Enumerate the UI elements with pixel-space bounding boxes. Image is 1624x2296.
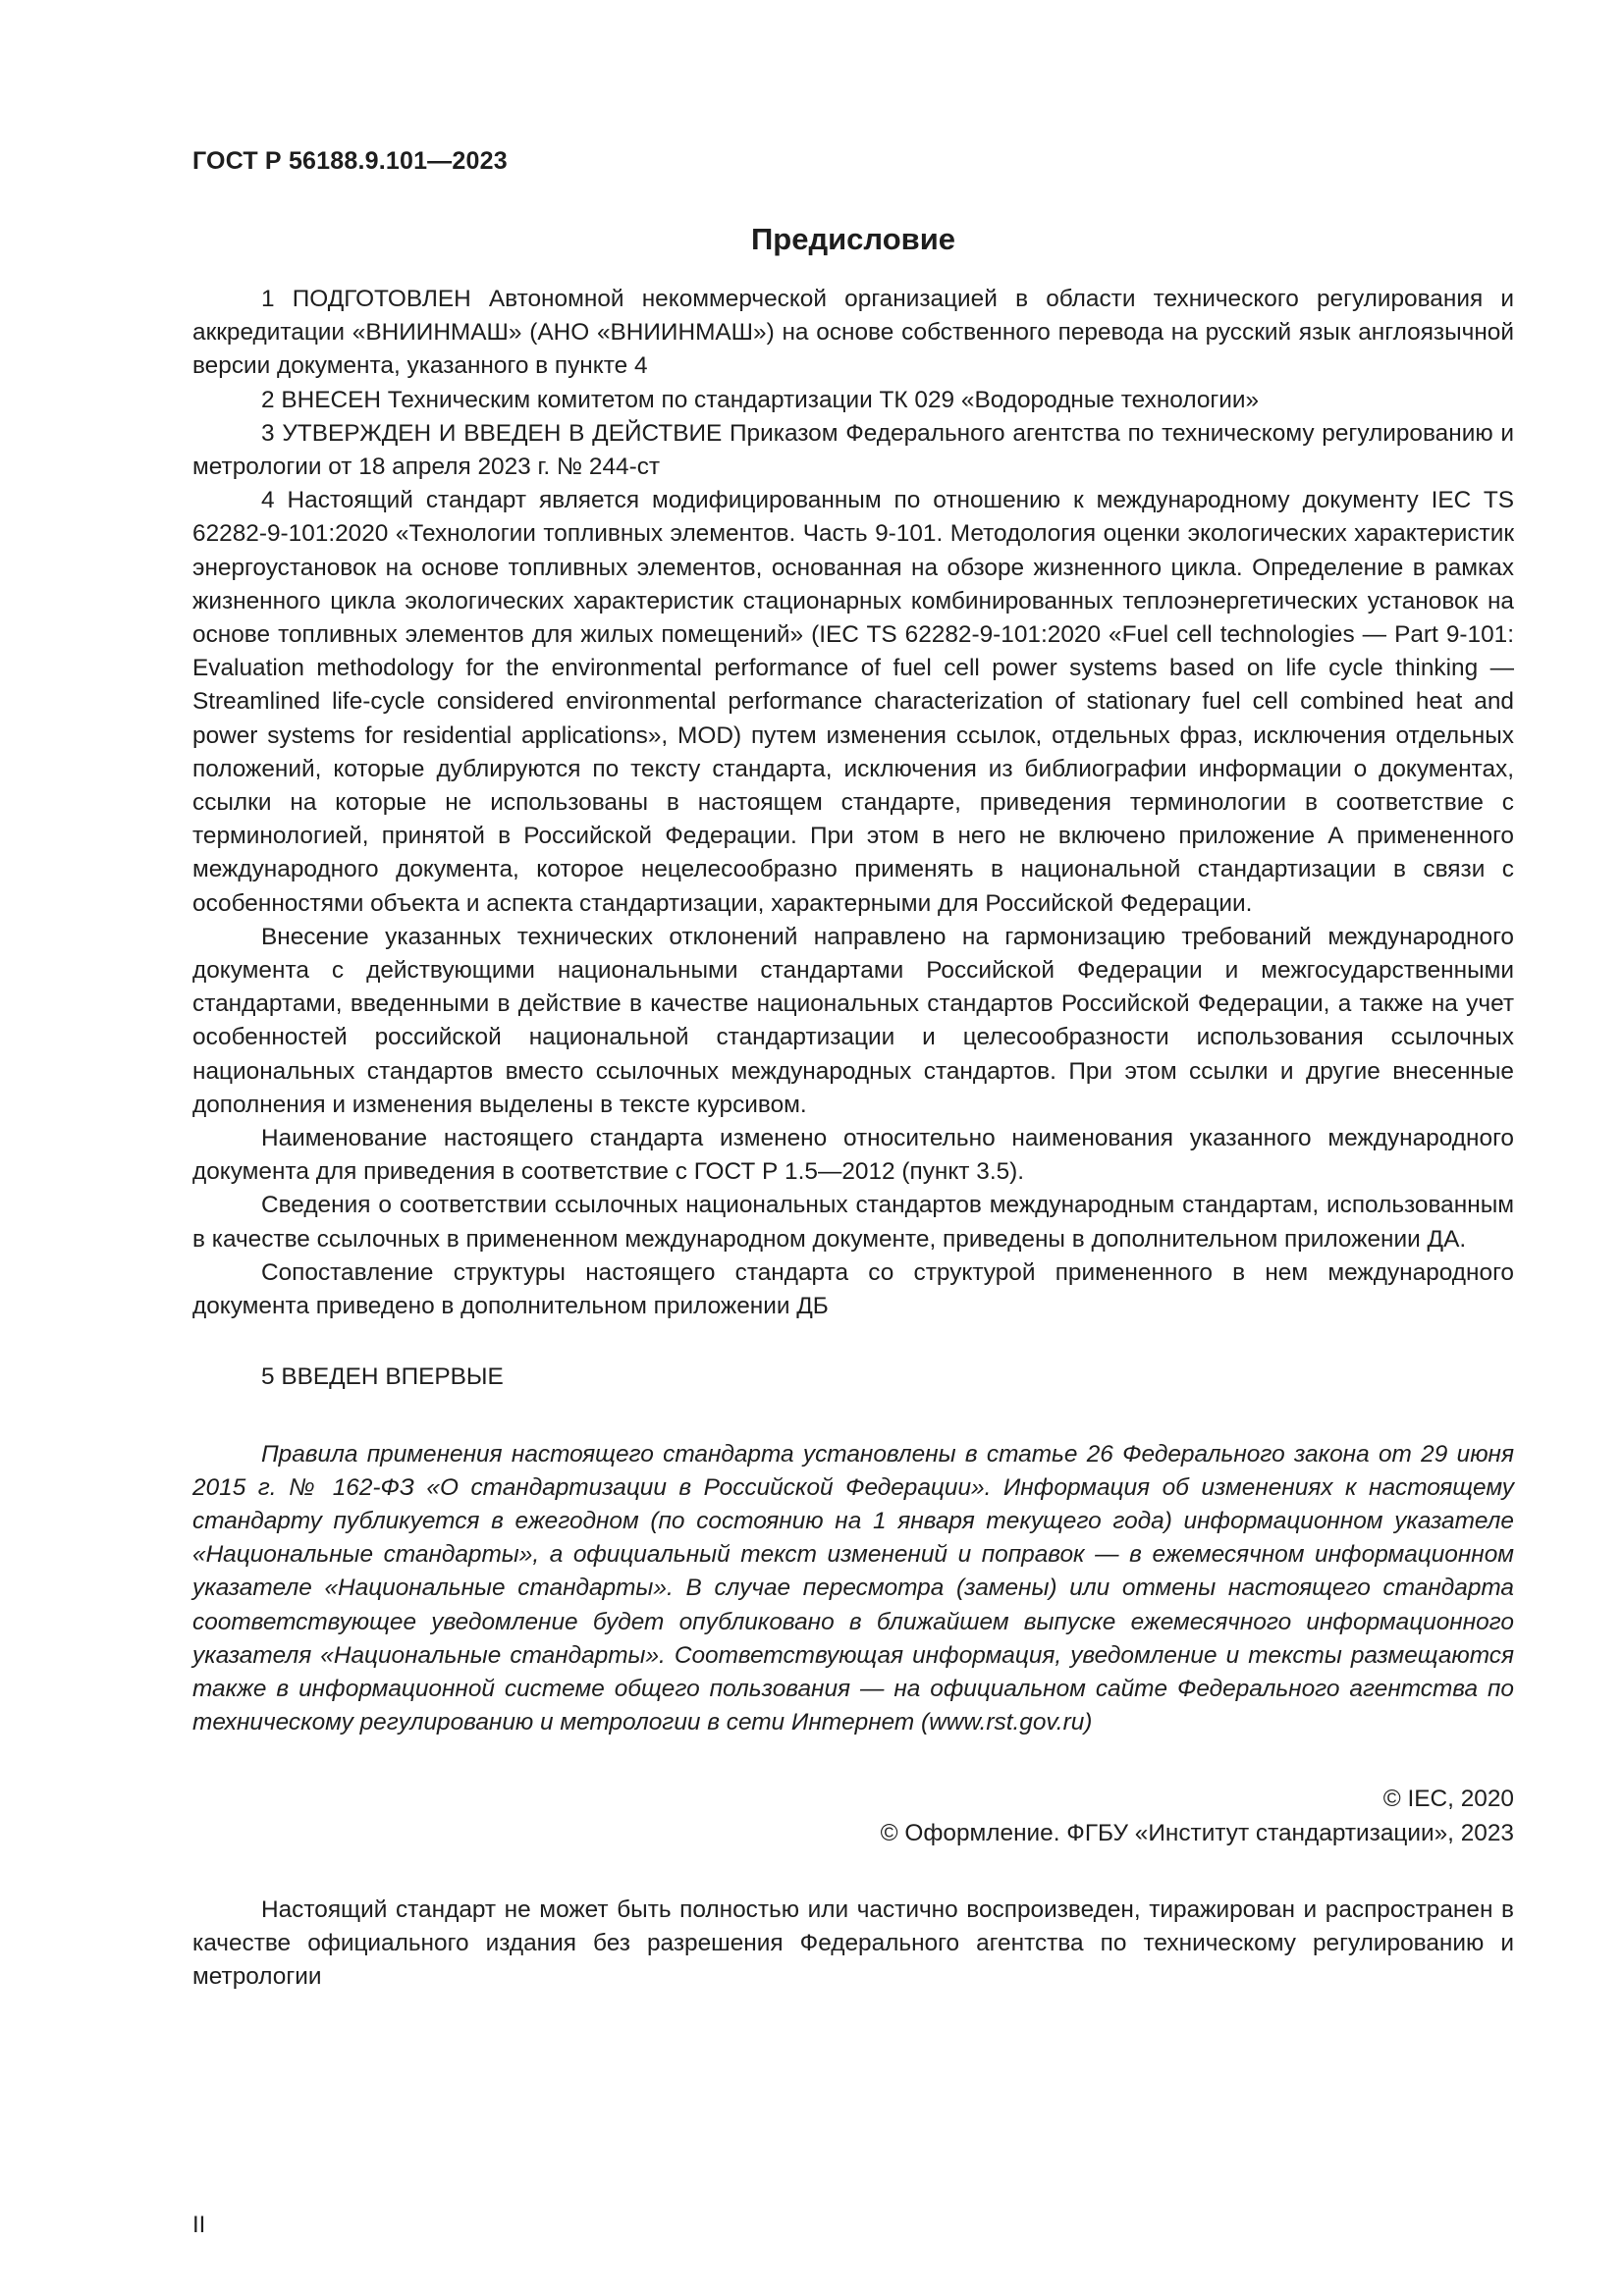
document-body xyxy=(192,283,1514,1994)
paragraph-submitted-by: 2 ВНЕСЕН Техническим комитетом по стандартизации ТК 029 «Водородные технологии» xyxy=(261,386,1260,413)
page-title: Предисловие xyxy=(750,222,955,256)
paragraph-first-introduced: 5 ВВЕДЕН ВПЕРВЫЕ xyxy=(261,1363,504,1391)
spacer xyxy=(192,1323,1514,1361)
spacer xyxy=(192,1850,1514,1894)
reproduction-notice: Настоящий стандарт не может быть полностью или частично воспроизведен, тиражирован и распространен в качестве официального издания без разрешения Федерального агентства по техническому регулированию и метрологии xyxy=(192,1896,1514,1991)
paragraph-deviations: Внесение указанных технических отклонений направлено на гармонизацию требований международного документа с действующими национальными стандартами Российской Федерации и межгосударственными стандартами, введенными в действие в качестве национальных стандартов Российской Федерации, а также на учет особенностей российской национальной стандартизации и целесообразности использования ссылочных национальных стандартов вместо ссылочных международных стандартов. При этом ссылки и другие внесенные дополнения и изменения выделены в тексте курсивом. xyxy=(192,923,1514,1118)
spacer xyxy=(192,1739,1514,1783)
copyright-design: © Оформление. ФГБУ «Институт стандартизации», 2023 xyxy=(880,1819,1514,1846)
paragraph-application-rules: Правила применения настоящего стандарта установлены в статье 26 Федерального закона от 29 июня 2015 г. № 162-ФЗ «О стандартизации в Российской Федерации». Информация об изменениях к настоящему стандарту публикуется в ежегодном (по состоянию на 1 января текущего года) информационном указателе «Национальные стандарты», а официальный текст изменений и поправок — в ежемесячном информационном указателе «Национальные стандарты». В случае пересмотра (замены) или отмены настоящего стандарта соответствующее уведомление будет опубликовано в ближайшем выпуске ежемесячного информационного указателя «Национальные стандарты». Соответствующая информация, уведомление и тексты размещаются также в информационной системе общего пользования — на официальном сайте Федерального агентства по техническому регулированию и метрологии в сети Интернет (www.rst.gov.ru) xyxy=(192,1440,1514,1736)
paragraph-structure: Сопоставление структуры настоящего стандарта со структурой примененного в нем международного документа приведено в дополнительном приложении ДБ xyxy=(192,1258,1514,1320)
paragraph-prepared-by: 1 ПОДГОТОВЛЕН Автономной некоммерческой организацией в области технического регулирования и аккредитации «ВНИИНМАШ» (АНО «ВНИИНМАШ») на основе собственного перевода на русский язык англоязычной версии документа, указанного в пункте 4 xyxy=(192,286,1514,380)
page-number: II xyxy=(192,2212,206,2238)
copyright-iec: © IEC, 2020 xyxy=(1382,1786,1514,1813)
paragraph-title-change: Наименование настоящего стандарта изменено относительно наименования указанного международного документа для приведения в соответствие с ГОСТ Р 1.5—2012 (пункт 3.5). xyxy=(192,1125,1514,1186)
paragraph-approved: 3 УТВЕРЖДЕН И ВВЕДЕН В ДЕЙСТВИЕ Приказом Федерального агентства по техническому регулированию и метрологии от 18 апреля 2023 г. № 244-ст xyxy=(192,419,1514,481)
standard-code-header: ГОСТ Р 56188.9.101—2023 xyxy=(192,147,508,175)
paragraph-references: Сведения о соответствии ссылочных национальных стандартов международным стандартам, использованным в качестве ссылочных в примененном международном документе, приведены в дополнительном приложении ДА. xyxy=(192,1192,1514,1253)
spacer xyxy=(192,1395,1514,1438)
paragraph-modification: 4 Настоящий стандарт является модифицированным по отношению к международному документу IEC TS 62282-9-101:2020 «Технологии топливных элементов. Часть 9-101. Методология оценки экологических характеристик энергоустановок на основе топливных элементов, основанная на обзоре жизненного цикла. Определение в рамках жизненного цикла экологических характеристик стационарных комбинированных теплоэнергетических установок на основе топливных элементов для жилых помещений» (IEC TS 62282-9-101:2020 «Fuel cell technologies — Part 9-101: Evaluation methodology for the environmental performance of fuel cell power systems based on life cycle thinking — Streamlined life-cycle considered environmental performance characterization of stationary fuel cell combined heat and power systems for residential applications», MOD) путем изменения ссылок, отдельных фраз, исключения отдельных положений, которые дублируются по тексту стандарта, исключения из библиографии информации о документах, ссылки на которые не использованы в настоящем стандарте, приведения терминологии в соответствие с терминологией, принятой в Российской Федерации. При этом в него не включено приложение А примененного международного документа, которое нецелесообразно применять в национальной стандартизации в связи с особенностями объекта и аспекта стандартизации, характерными для Российской Федерации. xyxy=(192,487,1514,917)
